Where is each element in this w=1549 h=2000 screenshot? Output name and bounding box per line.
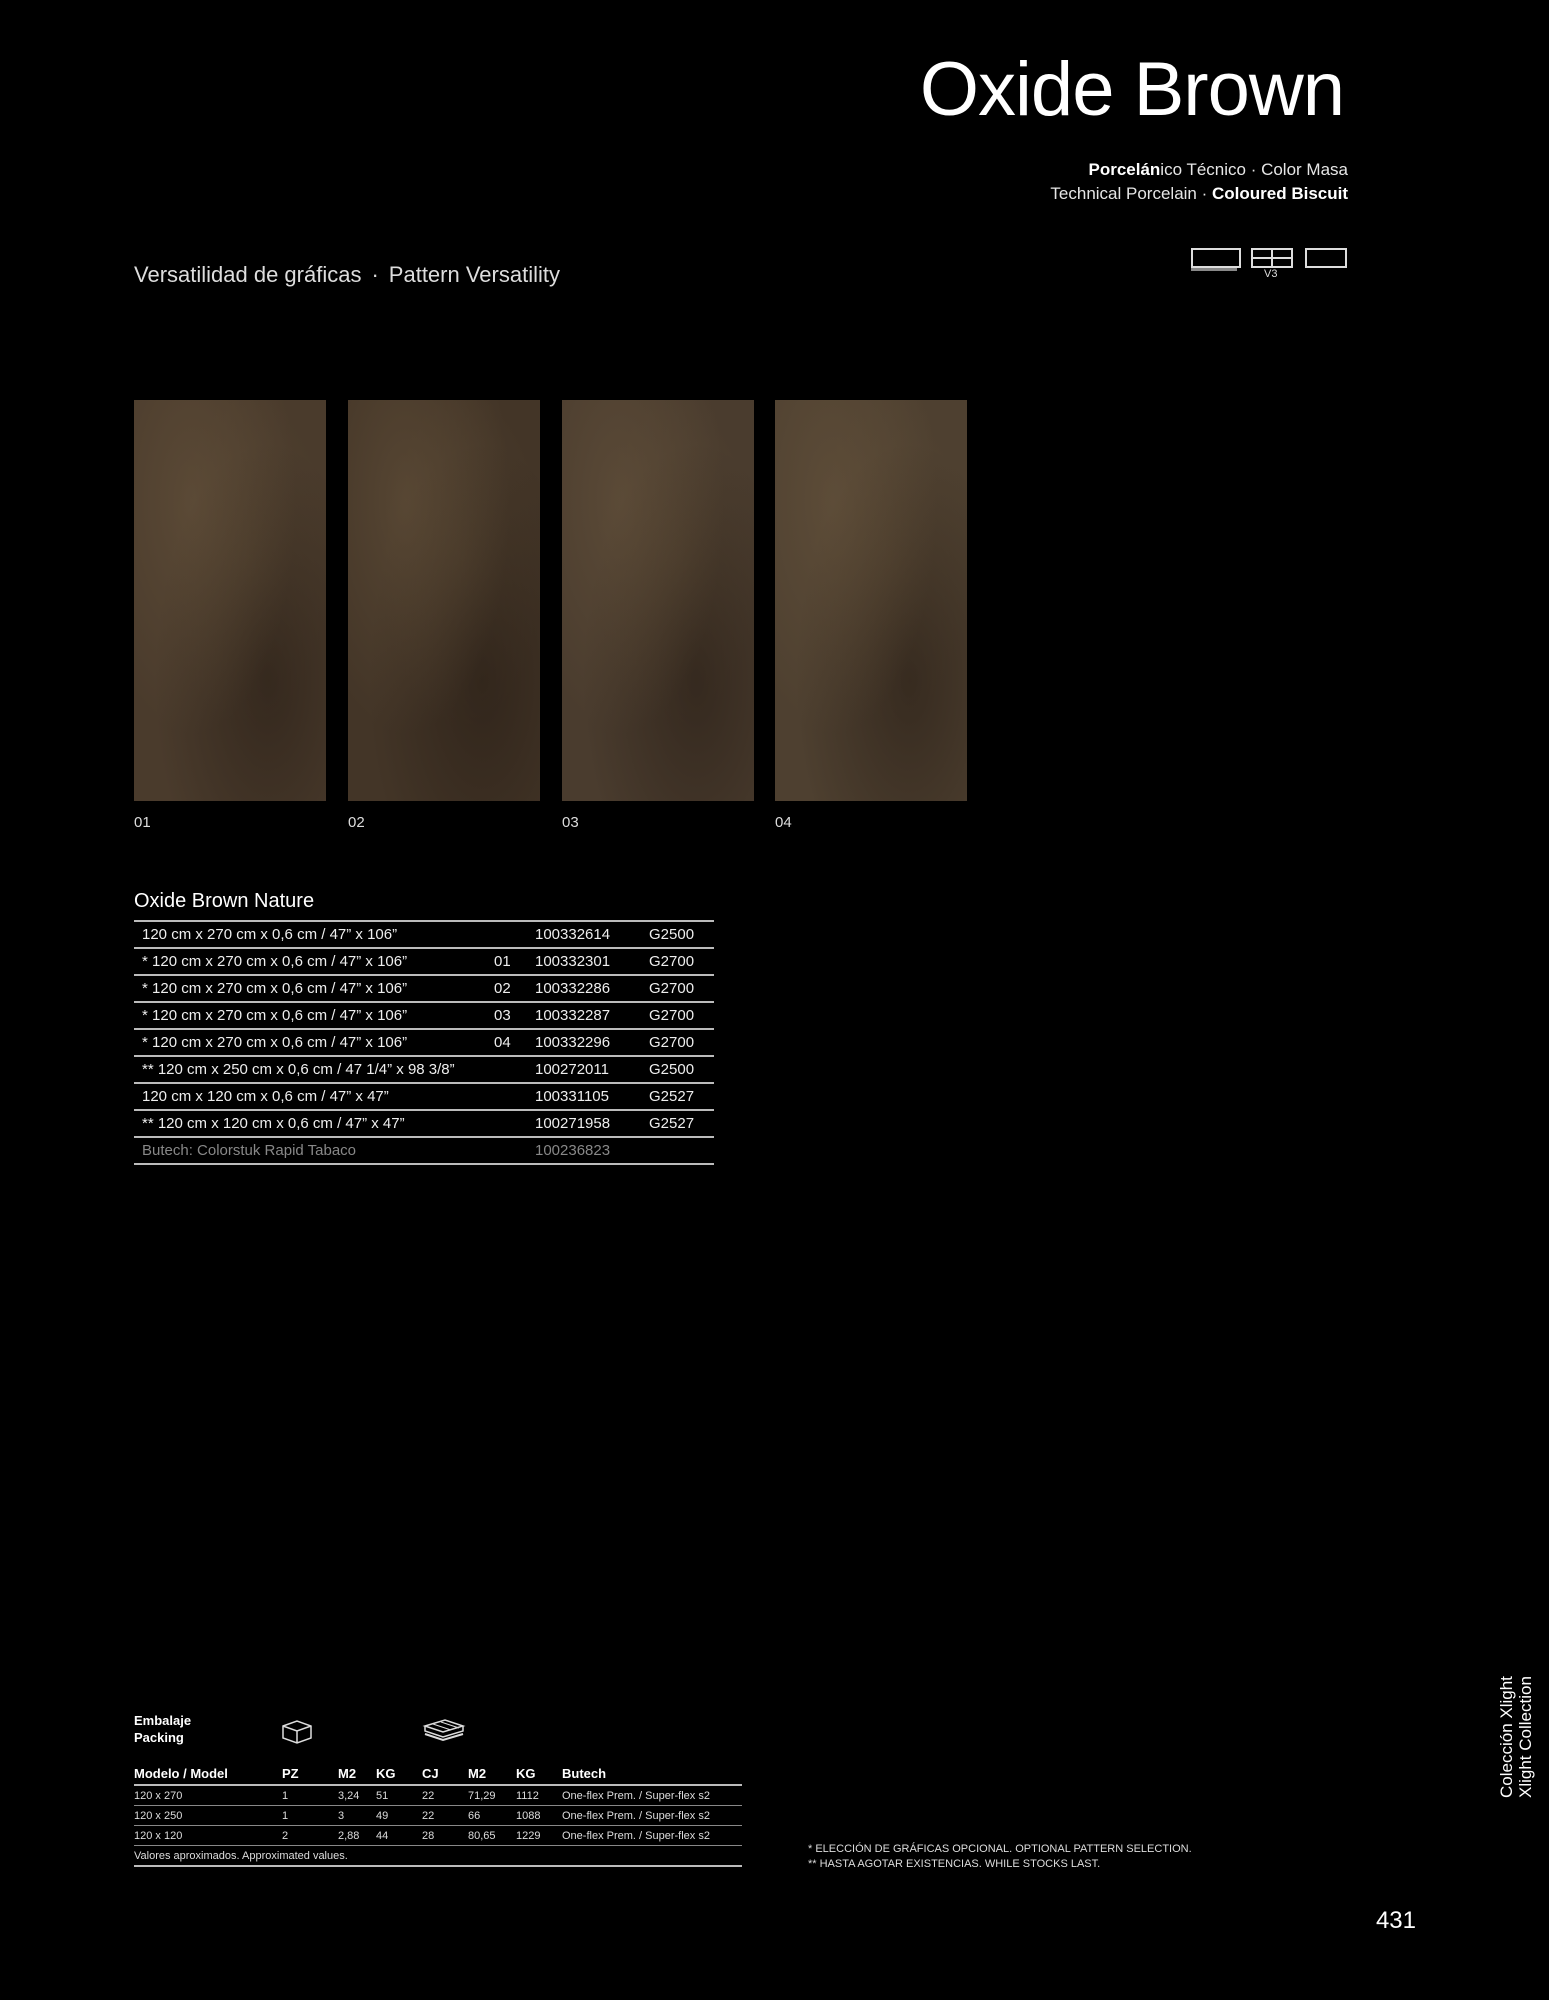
packing-cell: One-flex Prem. / Super-flex s2 xyxy=(562,1806,742,1826)
packing-cell: 49 xyxy=(376,1806,422,1826)
spec-format: * 120 cm x 270 cm x 0,6 cm / 47” x 106” xyxy=(134,975,486,1002)
packing-row xyxy=(134,1806,742,1826)
spec-table xyxy=(134,920,714,1165)
spec-group: G2527 xyxy=(641,1110,714,1137)
packing-cell: 1112 xyxy=(516,1785,562,1806)
spec-pattern xyxy=(486,1137,527,1164)
packing-cell: 66 xyxy=(468,1806,516,1826)
packing-label-es: Embalaje xyxy=(134,1713,192,1728)
packing-cell: 22 xyxy=(422,1806,468,1826)
versatility-en: Pattern Versatility xyxy=(388,262,560,287)
pallet-icon xyxy=(421,1718,467,1742)
footnote-1: * ELECCIÓN DE GRÁFICAS OPCIONAL. OPTIONAL PATTERN SELECTION. xyxy=(808,1843,1192,1855)
spec-group: G2500 xyxy=(641,1056,714,1083)
spec-code: 100271958 xyxy=(527,1110,641,1137)
subtitle-es-rest: ico Técnico · Color Masa xyxy=(1160,160,1348,179)
spec-group xyxy=(641,1137,714,1164)
spec-row xyxy=(134,1110,714,1137)
spec-code: 100332614 xyxy=(527,921,641,948)
spec-row xyxy=(134,921,714,948)
spec-format: 120 cm x 120 cm x 0,6 cm / 47” x 47” xyxy=(134,1083,486,1110)
packing-cell: 28 xyxy=(422,1826,468,1846)
subtitle-es-bold: Porcelán xyxy=(1088,160,1161,179)
packing-cell: 80,65 xyxy=(468,1826,516,1846)
packing-header: CJ xyxy=(422,1762,468,1785)
packing-cell: 71,29 xyxy=(468,1785,516,1806)
packing-cell: 51 xyxy=(376,1785,422,1806)
spec-row xyxy=(134,1002,714,1029)
spec-pattern: 04 xyxy=(486,1029,527,1056)
packing-heading xyxy=(134,1712,191,1746)
packing-cell: 120 x 120 xyxy=(134,1826,282,1846)
spec-pattern xyxy=(486,1110,527,1137)
spec-row xyxy=(134,1137,714,1164)
format-icon-label: V3 xyxy=(1264,268,1278,280)
versatility-heading xyxy=(134,262,560,288)
spec-row xyxy=(134,1083,714,1110)
tile-image-03 xyxy=(562,400,754,801)
packing-cell: 1 xyxy=(282,1806,338,1826)
packing-cell: 3 xyxy=(338,1806,376,1826)
footnote-2: ** HASTA AGOTAR EXISTENCIAS. WHILE STOCKS LAST. xyxy=(808,1858,1101,1870)
spec-pattern xyxy=(486,1056,527,1083)
slab-format-icon xyxy=(1191,248,1241,268)
packing-cell: 120 x 270 xyxy=(134,1785,282,1806)
packing-cell: 1 xyxy=(282,1785,338,1806)
pattern-grid-icon xyxy=(1251,248,1293,268)
spec-format: Butech: Colorstuk Rapid Tabaco xyxy=(134,1137,486,1164)
spec-format: ** 120 cm x 120 cm x 0,6 cm / 47” x 47” xyxy=(134,1110,486,1137)
packing-cell: 2 xyxy=(282,1826,338,1846)
spec-code: 100272011 xyxy=(527,1056,641,1083)
versatility-separator: · xyxy=(371,262,379,287)
packing-cell: One-flex Prem. / Super-flex s2 xyxy=(562,1785,742,1806)
spec-pattern: 01 xyxy=(486,948,527,975)
packing-cell: 22 xyxy=(422,1785,468,1806)
spec-row xyxy=(134,1056,714,1083)
spec-format: ** 120 cm x 250 cm x 0,6 cm / 47 1/4” x 98 3/8” xyxy=(134,1056,486,1083)
page-number: 431 xyxy=(1375,1907,1416,1934)
spec-group: G2527 xyxy=(641,1083,714,1110)
packing-header: KG xyxy=(516,1762,562,1785)
packing-cell: 1088 xyxy=(516,1806,562,1826)
packing-note: Valores aproximados. Approximated values. xyxy=(134,1846,742,1867)
panel-format-icon xyxy=(1305,248,1347,268)
spec-code: 100332296 xyxy=(527,1029,641,1056)
spec-code: 100332301 xyxy=(527,948,641,975)
spec-row xyxy=(134,1029,714,1056)
packing-row xyxy=(134,1785,742,1806)
tile-label-01: 01 xyxy=(134,814,151,831)
versatility-es: Versatilidad de gráficas xyxy=(134,262,362,287)
packing-table xyxy=(134,1762,742,1867)
tile-image-04 xyxy=(775,400,967,801)
spec-pattern xyxy=(486,1083,527,1110)
subtitle-es xyxy=(1088,160,1348,180)
tile-image-01 xyxy=(134,400,326,801)
tile-image-02 xyxy=(348,400,540,801)
spec-format: * 120 cm x 270 cm x 0,6 cm / 47” x 106” xyxy=(134,1029,486,1056)
footnotes xyxy=(808,1842,1192,1872)
packing-cell: One-flex Prem. / Super-flex s2 xyxy=(562,1826,742,1846)
subtitle-en-bold: Coloured Biscuit xyxy=(1211,184,1348,203)
collection-side-es: Colección Xlight xyxy=(1497,1676,1516,1798)
collection-side-en: Xlight Collection xyxy=(1516,1676,1535,1798)
tile-label-03: 03 xyxy=(562,814,579,831)
packing-header: KG xyxy=(376,1762,422,1785)
spec-pattern: 02 xyxy=(486,975,527,1002)
spec-group: G2700 xyxy=(641,1029,714,1056)
spec-code: 100332287 xyxy=(527,1002,641,1029)
spec-group: G2500 xyxy=(641,921,714,948)
tile-label-04: 04 xyxy=(775,814,792,831)
spec-format: * 120 cm x 270 cm x 0,6 cm / 47” x 106” xyxy=(134,1002,486,1029)
spec-format: * 120 cm x 270 cm x 0,6 cm / 47” x 106” xyxy=(134,948,486,975)
spec-code: 100331105 xyxy=(527,1083,641,1110)
spec-group: G2700 xyxy=(641,948,714,975)
packing-header: M2 xyxy=(468,1762,516,1785)
spec-group: G2700 xyxy=(641,1002,714,1029)
spec-format: 120 cm x 270 cm x 0,6 cm / 47” x 106” xyxy=(134,921,486,948)
packing-cell: 3,24 xyxy=(338,1785,376,1806)
packing-cell: 44 xyxy=(376,1826,422,1846)
tile-label-02: 02 xyxy=(348,814,365,831)
packing-header: Butech xyxy=(562,1762,742,1785)
spec-row xyxy=(134,948,714,975)
collection-side-text xyxy=(1497,1676,1535,1798)
spec-code: 100332286 xyxy=(527,975,641,1002)
packing-row xyxy=(134,1826,742,1846)
packing-header: M2 xyxy=(338,1762,376,1785)
spec-pattern xyxy=(486,921,527,948)
packing-label-en: Packing xyxy=(134,1730,184,1745)
packing-cell: 1229 xyxy=(516,1826,562,1846)
subtitle-en xyxy=(1050,184,1348,204)
packing-cell: 120 x 250 xyxy=(134,1806,282,1826)
packing-header: Modelo / Model xyxy=(134,1762,282,1785)
box-icon xyxy=(280,1718,314,1744)
spec-code: 100236823 xyxy=(527,1137,641,1164)
spec-row xyxy=(134,975,714,1002)
page-title: Oxide Brown xyxy=(919,47,1344,132)
slab-shadow-icon xyxy=(1191,268,1237,271)
subtitle-en-normal: Technical Porcelain · xyxy=(1050,184,1212,203)
spec-title: Oxide Brown Nature xyxy=(134,890,315,912)
spec-group: G2700 xyxy=(641,975,714,1002)
packing-header: PZ xyxy=(282,1762,338,1785)
packing-cell: 2,88 xyxy=(338,1826,376,1846)
spec-pattern: 03 xyxy=(486,1002,527,1029)
